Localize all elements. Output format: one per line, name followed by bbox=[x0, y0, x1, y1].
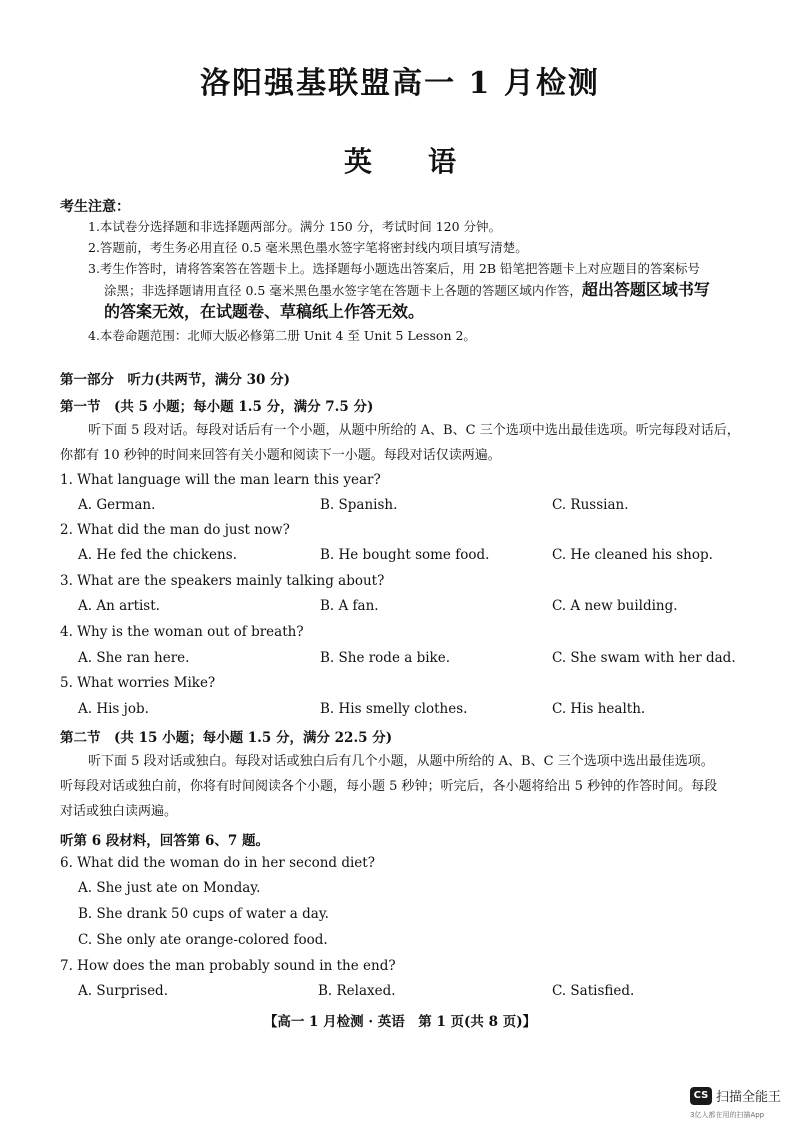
question-6-option-c: C. She only ate orange-colored food. bbox=[78, 932, 328, 948]
section2-instruction-2: 听每段对话或独白前，你将有时间阅读各个小题，每小题 5 秒钟；听完后，各小题将给出 5 秒钟的作答时间。每段 bbox=[60, 779, 718, 794]
section1-title: 第一节 (共 5 小题；每小题 1.5 分，满分 7.5 分) bbox=[60, 399, 374, 415]
question-4-option-c: C. She swam with her dad. bbox=[552, 650, 736, 666]
question-2-option-a: A. He fed the chickens. bbox=[78, 547, 237, 563]
question-2-stem: 2. What did the man do just now? bbox=[60, 522, 290, 538]
notice-item-2: 2.答题前，考生务必用直径 0.5 毫米黑色墨水签字笔将密封线内项目填写清楚。 bbox=[88, 240, 528, 255]
notice-item-3-cont bbox=[104, 280, 784, 300]
question-2-option-c: C. He cleaned his shop. bbox=[552, 547, 713, 563]
question-5-option-b: B. His smelly clothes. bbox=[320, 701, 468, 717]
material-6-heading: 听第 6 段材料，回答第 6、7 题。 bbox=[60, 833, 269, 849]
notice-emphasis-2: 的答案无效，在试题卷、草稿纸上作答无效。 bbox=[104, 302, 425, 321]
camscanner-logo-icon: CS bbox=[690, 1087, 712, 1105]
question-3-option-a: A. An artist. bbox=[78, 598, 160, 614]
subject-char-1: 英 bbox=[343, 145, 372, 178]
question-4-option-b: B. She rode a bike. bbox=[320, 650, 450, 666]
question-7-option-b: B. Relaxed. bbox=[318, 983, 396, 999]
question-1-option-c: C. Russian. bbox=[552, 497, 629, 513]
section2-instruction-3: 对话或独白读两遍。 bbox=[60, 804, 178, 819]
notice-item-4: 4.本卷命题范围：北师大版必修第二册 Unit 4 至 Unit 5 Lesson 2。 bbox=[88, 328, 476, 343]
question-7-stem: 7. How does the man probably sound in the end? bbox=[60, 958, 396, 974]
question-4-stem: 4. Why is the woman out of breath? bbox=[60, 624, 304, 640]
notice-item-3-line2: 涂黑；非选择题请用直径 0.5 毫米黑色墨水签字笔在答题卡上各题的答题区域内作答， bbox=[104, 283, 582, 298]
notice-item-3: 3.考生作答时，请将答案答在答题卡上。选择题每小题选出答案后，用 2B 铅笔把答题卡上对应题目的答案标号 bbox=[88, 261, 701, 276]
question-1-stem: 1. What language will the man learn this year? bbox=[60, 472, 381, 488]
scanner-watermark bbox=[690, 1086, 781, 1105]
question-1-option-a: A. German. bbox=[78, 497, 156, 513]
question-6-option-a: A. She just ate on Monday. bbox=[78, 880, 261, 896]
exam-title: 洛阳强基联盟高一 1 月检测 bbox=[200, 66, 600, 101]
section1-instruction-1: 听下面 5 段对话。每段对话后有一个小题，从题中所给的 A、B、C 三个选项中选出最佳选项。听完每段对话后， bbox=[88, 423, 740, 438]
question-7-option-c: C. Satisfied. bbox=[552, 983, 635, 999]
question-4-option-a: A. She ran here. bbox=[78, 650, 190, 666]
section2-title: 第二节 (共 15 小题；每小题 1.5 分，满分 22.5 分) bbox=[60, 730, 393, 746]
section1-instruction-2: 你都有 10 秒钟的时间来回答有关小题和阅读下一小题。每段对话仅读两遍。 bbox=[60, 448, 501, 463]
subject-title bbox=[0, 140, 800, 180]
question-7-option-a: A. Surprised. bbox=[78, 983, 168, 999]
notice-emphasis-1: 超出答题区域书写 bbox=[581, 280, 710, 299]
question-3-option-b: B. A fan. bbox=[320, 598, 379, 614]
part1-title: 第一部分 听力(共两节，满分 30 分) bbox=[60, 372, 290, 388]
question-2-option-b: B. He bought some food. bbox=[320, 547, 490, 563]
question-5-option-c: C. His health. bbox=[552, 701, 646, 717]
section2-instruction-1: 听下面 5 段对话或独白。每段对话或独白后有几个小题，从题中所给的 A、B、C 三个选项中选出最佳选项。 bbox=[88, 754, 714, 769]
notice-item-1: 1.本试卷分选择题和非选择题两部分。满分 150 分，考试时间 120 分钟。 bbox=[88, 219, 502, 234]
scanner-app-name: 扫描全能王 bbox=[716, 1090, 782, 1105]
scanner-app-tagline: 3亿人都在用的扫描App bbox=[690, 1111, 765, 1119]
question-3-stem: 3. What are the speakers mainly talking about? bbox=[60, 573, 385, 589]
subject-char-2: 语 bbox=[428, 145, 457, 178]
question-6-stem: 6. What did the woman do in her second diet? bbox=[60, 855, 375, 871]
question-5-stem: 5. What worries Mike? bbox=[60, 675, 216, 691]
notice-item-3-line3 bbox=[104, 302, 784, 322]
question-5-option-a: A. His job. bbox=[78, 701, 149, 717]
notice-heading: 考生注意： bbox=[60, 199, 130, 215]
question-6-option-b: B. She drank 50 cups of water a day. bbox=[78, 906, 329, 922]
question-3-option-c: C. A new building. bbox=[552, 598, 678, 614]
page-footer: 【高一 1 月检测 · 英语 第 1 页(共 8 页)】 bbox=[263, 1014, 537, 1030]
question-1-option-b: B. Spanish. bbox=[320, 497, 398, 513]
